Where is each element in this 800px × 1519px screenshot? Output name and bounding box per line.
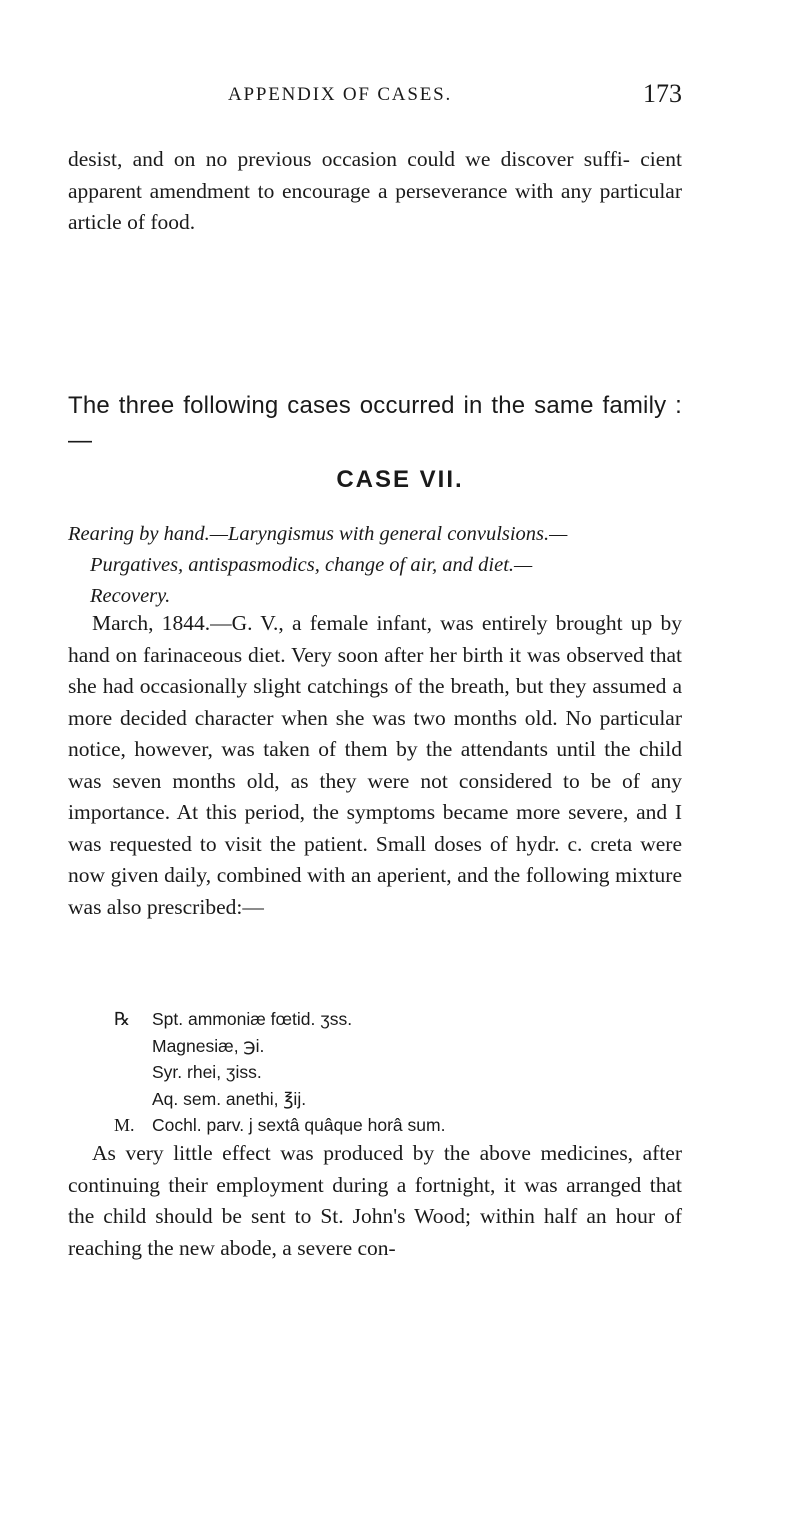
prescription-line [114, 1006, 674, 1033]
case-title: CASE VII. [336, 466, 464, 493]
summary-line-1: Rearing by hand.—Laryngismus with general convulsions.— [68, 523, 568, 545]
prescription-ingredient: Magnesiæ, ℈i. [152, 1035, 265, 1056]
misce-symbol: M. [114, 1115, 135, 1135]
prescription-line [114, 1086, 674, 1113]
running-head: APPENDIX OF CASES. [228, 84, 453, 105]
opening-paragraph: desist, and on no previous occasion could we discover suffi- cient apparent amendment to encourage a perseverance with any particular article of food. [68, 147, 682, 234]
prescription-line [114, 1112, 674, 1139]
recipe-symbol: ℞ [114, 1009, 131, 1029]
prescription-ingredient: Aq. sem. anethi, ℥ij. [152, 1088, 307, 1109]
prescription-ingredient: Syr. rhei, ʒiss. [152, 1062, 262, 1082]
intro-paragraph: The three following cases occurred in the same family :— [68, 392, 682, 454]
summary-line-3: Recovery. [90, 585, 171, 607]
prescription-ingredient: Spt. ammoniæ fœtid. ʒss. [152, 1009, 353, 1029]
prescription [114, 1006, 674, 1139]
case-body-paragraph: March, 1844.—G. V., a female infant, was entirely brought up by hand on farinaceous diet. Very soon after her birth it was observed that she had occasionally slight catchings of the breath, but they assumed a more decided character when she was two months old. No particular notice, however, was taken of them by the attendants until the child was seven months old, as they were not considered to be of any importance. At this period, the symptoms became more severe, and I was requested to visit the patient. Small doses of hydr. c. creta were now given daily, combined with an aperient, and the following mixture was also prescribed:— [68, 611, 682, 919]
closing-paragraph: As very little effect was produced by the above medicines, after continuing their employment during a fortnight, it was arranged that the child should be sent to St. John's Wood; within half an hour of reaching the new abode, a severe con- [68, 1141, 682, 1260]
summary-line-2: Purgatives, antispasmodics, change of air, and diet.— [90, 554, 533, 576]
prescription-line [114, 1033, 674, 1060]
case-summary [68, 519, 682, 612]
page-number: 173 [643, 79, 682, 108]
prescription-directions: Cochl. parv. j sextâ quâque horâ sum. [152, 1115, 446, 1135]
prescription-line [114, 1059, 674, 1086]
page-header [0, 79, 800, 114]
